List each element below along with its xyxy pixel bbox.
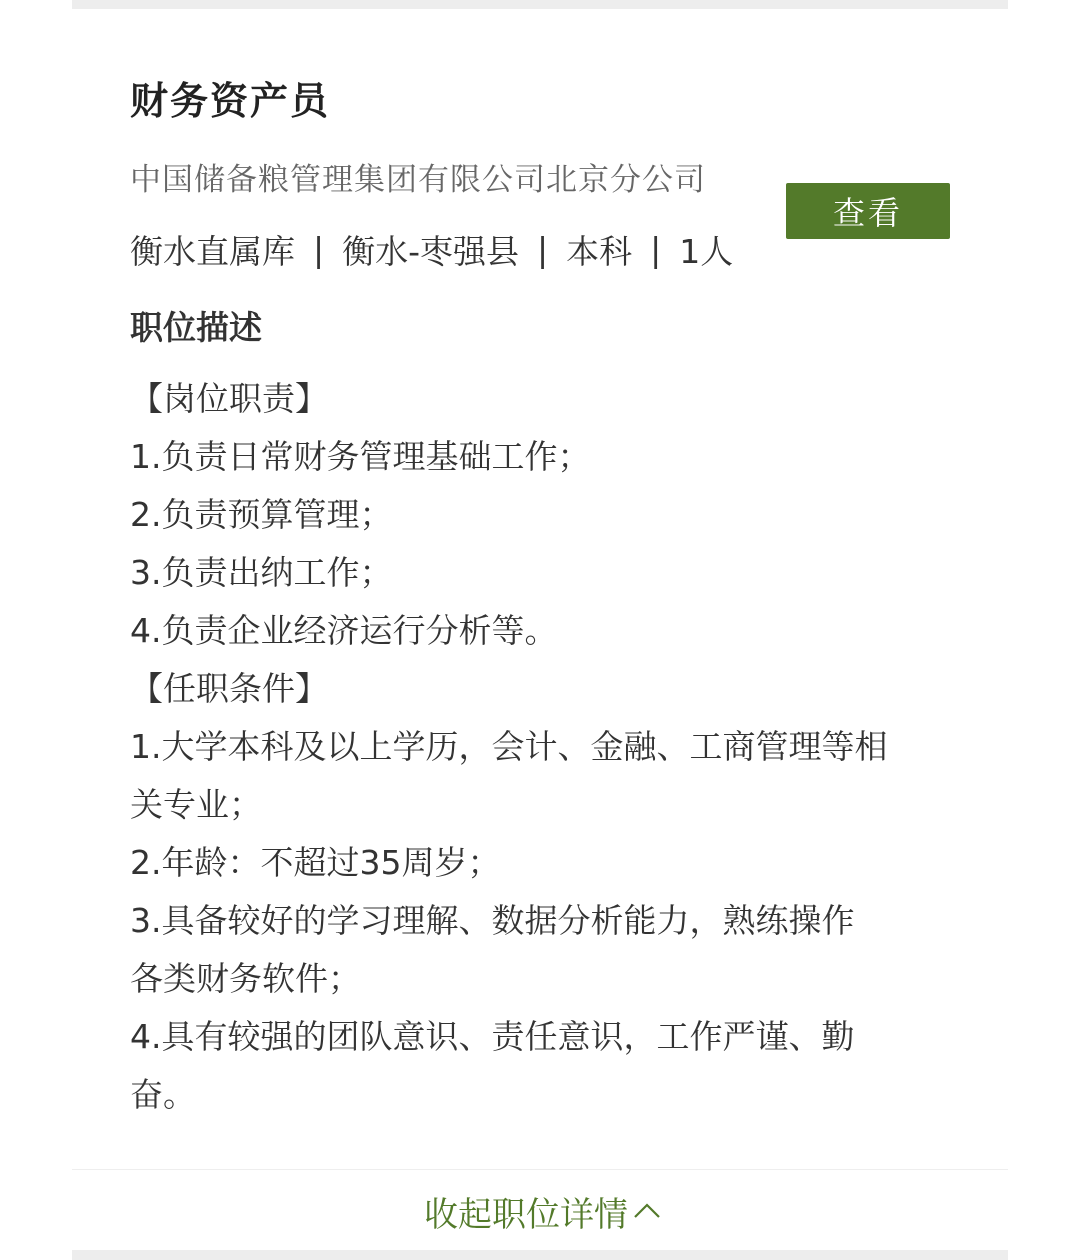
job-location: 衡水直属库 xyxy=(130,232,295,271)
description-body xyxy=(130,370,960,1124)
meta-separator: | xyxy=(537,230,549,269)
description-line: 各类财务软件； xyxy=(130,959,361,998)
description-line: 2.年龄：不超过35周岁； xyxy=(130,843,501,882)
description-line: 奋。 xyxy=(130,1075,196,1114)
collapse-details-link[interactable] xyxy=(0,1186,1080,1236)
view-button[interactable]: 查看 xyxy=(786,183,950,239)
description-heading: 职位描述 xyxy=(130,308,262,347)
footer-divider xyxy=(72,1169,1008,1170)
job-region: 衡水-枣强县 xyxy=(342,232,520,271)
description-line: 关专业； xyxy=(130,785,262,824)
description-line: 4.具有较强的团队意识、责任意识，工作严谨、勤 xyxy=(130,1017,855,1056)
meta-separator: | xyxy=(313,230,325,269)
description-line: 1.负责日常财务管理基础工作； xyxy=(130,437,591,476)
chevron-up-icon xyxy=(634,1200,656,1222)
collapse-details-label: 收起职位详情 xyxy=(424,1194,628,1235)
description-line: 3.负责出纳工作； xyxy=(130,553,393,592)
job-meta xyxy=(130,226,733,273)
description-line: 2.负责预算管理； xyxy=(130,495,393,534)
company-name: 中国储备粮管理集团有限公司北京分公司 xyxy=(130,162,706,198)
description-line: 【任职条件】 xyxy=(130,669,328,708)
job-education: 本科 xyxy=(566,232,633,271)
description-line: 【岗位职责】 xyxy=(130,379,328,418)
description-line: 1.大学本科及以上学历，会计、金融、工商管理等相 xyxy=(130,727,888,766)
job-title: 财务资产员 xyxy=(130,79,331,123)
meta-separator: | xyxy=(650,230,662,269)
description-line: 3.具备较好的学习理解、数据分析能力，熟练操作 xyxy=(130,901,855,940)
bottom-separator-strip xyxy=(72,1250,1008,1260)
job-headcount: 1人 xyxy=(679,232,734,271)
top-separator-strip xyxy=(72,0,1008,9)
description-line: 4.负责企业经济运行分析等。 xyxy=(130,611,558,650)
